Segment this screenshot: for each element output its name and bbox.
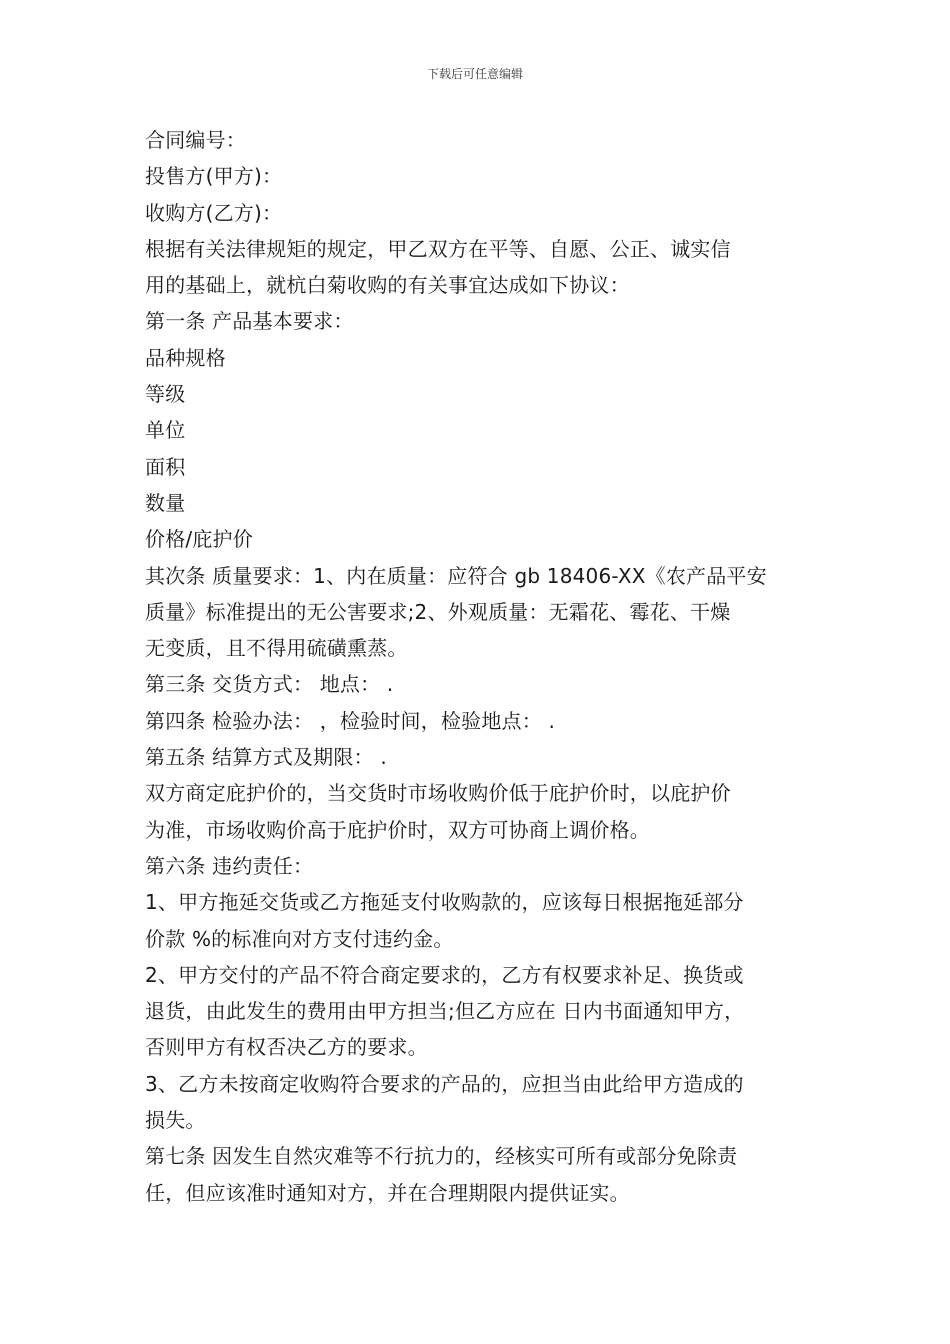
article-3-line: 第三条 交货方式： 地点： .	[145, 672, 394, 697]
product-field-area: 面积	[145, 454, 186, 479]
article-2-line: 质量》标准提出的无公害要求;2、外观质量：无霜花、霉花、干燥	[145, 599, 731, 624]
product-field-grade: 等级	[145, 382, 186, 407]
article-2-line: 无变质，且不得用硫磺熏蒸。	[145, 636, 408, 661]
contract-number-line: 合同编号：	[145, 128, 246, 152]
article-6-clause-3-line: 损失。	[145, 1108, 206, 1133]
preamble-line: 根据有关法律规矩的规定，甲乙双方在平等、自愿、公正、诚实信	[145, 236, 731, 261]
product-field-quantity: 数量	[145, 490, 186, 515]
article-6-clause-2-line: 2、甲方交付的产品不符合商定要求的，乙方有权要求补足、换货或	[145, 962, 744, 987]
article-5-detail-line: 双方商定庇护价的，当交货时市场收购价低于庇护价时，以庇护价	[145, 781, 731, 806]
contract-body	[145, 122, 810, 1211]
preamble-line: 用的基础上，就杭白菊收购的有关事宜达成如下协议：	[145, 273, 630, 298]
article-4-line: 第四条 检验办法： ，检验时间，检验地点： .	[145, 708, 556, 733]
article-2-line: 其次条 质量要求：1、内在质量：应符合 gb 18406-XX《农产品平安	[145, 563, 767, 588]
article-7-line: 第七条 因发生自然灾难等不行抗力的，经核实可所有或部分免除责	[145, 1144, 738, 1169]
article-6-clause-1-line: 1、甲方拖延交货或乙方拖延支付收购款的，应该每日根据拖延部分	[145, 890, 744, 915]
article-6-clause-1-line: 价款 %的标准向对方支付违约金。	[145, 926, 454, 951]
article-1-heading: 第一条 产品基本要求：	[145, 309, 354, 334]
article-6-clause-3-line: 3、乙方未按商定收购符合要求的产品的，应担当由此给甲方造成的	[145, 1071, 744, 1096]
product-field-unit: 单位	[145, 418, 186, 443]
article-6-clause-2-line: 否则甲方有权否决乙方的要求。	[145, 1035, 428, 1060]
seller-party-line: 投售方(甲方)：	[145, 164, 283, 189]
article-5-line: 第五条 结算方式及期限： .	[145, 745, 387, 770]
article-6-clause-2-line: 退货，由此发生的费用由甲方担当;但乙方应在 日内书面通知甲方，	[145, 999, 745, 1024]
article-7-line: 任，但应该准时通知对方，并在合理期限内提供证实。	[145, 1180, 630, 1205]
product-field-price: 价格/庇护价	[145, 527, 253, 552]
article-6-heading: 第六条 违约责任：	[145, 853, 314, 878]
page-header: 下载后可任意编辑	[426, 67, 523, 81]
article-5-detail-line: 为准，市场收购价高于庇护价时，双方可协商上调价格。	[145, 817, 650, 842]
buyer-party-line: 收购方(乙方)：	[145, 200, 283, 225]
product-field-variety: 品种规格	[145, 345, 226, 370]
